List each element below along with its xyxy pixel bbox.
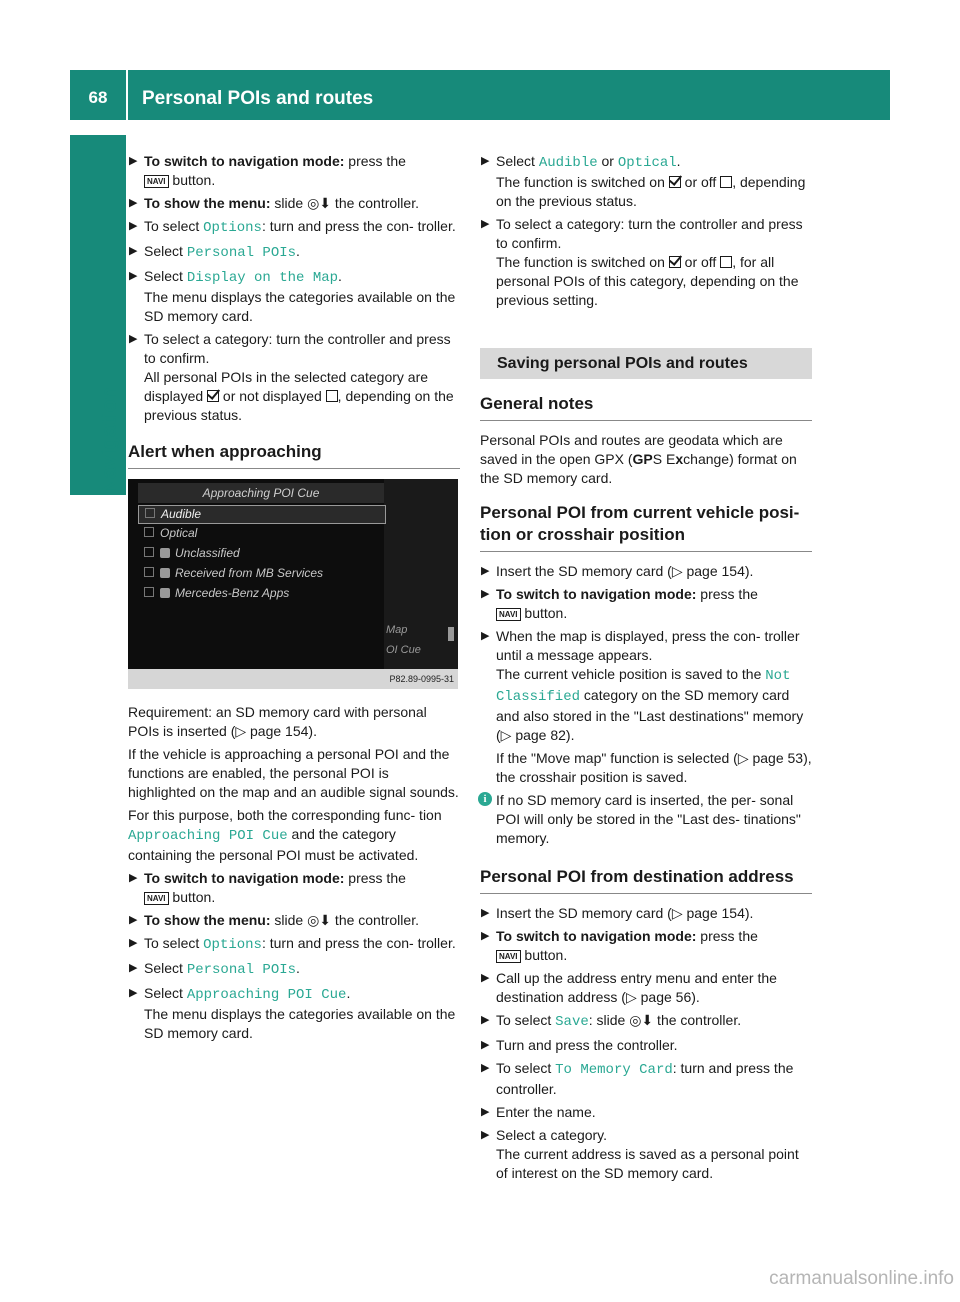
step-text: . [296, 960, 300, 976]
arrow-icon: ▶ [129, 197, 138, 209]
arrow-icon: ▶ [481, 630, 490, 642]
step [480, 1126, 812, 1183]
step-result: The menu displays the categories available on the SD memory card. [144, 1006, 456, 1041]
step-result: The current vehicle position is saved to the [496, 666, 766, 682]
step-result: , depending on the previous status. [496, 174, 806, 209]
step-text: To select [144, 935, 204, 951]
section-label: Navigation [98, 386, 121, 494]
arrow-icon: ▶ [481, 1039, 490, 1051]
step-bold: To switch to navigation mode: [496, 586, 697, 602]
arrow-icon: ▶ [481, 1106, 490, 1118]
step-text: . [296, 243, 300, 259]
paragraph-text: and the category containing the personal POI must be activated. [128, 826, 419, 863]
paragraph-text: change) format on the SD memory card. [480, 451, 797, 486]
info-note [480, 791, 812, 848]
page-number: 68 [88, 88, 108, 107]
menu-item-options: Options [203, 220, 262, 236]
screen-row-label: Received from MB Services [175, 566, 324, 580]
checkbox-on-icon [207, 390, 219, 402]
step-text: Select [144, 243, 187, 259]
step-text: . [346, 985, 351, 1001]
arrow-icon: ▶ [129, 962, 138, 974]
paragraph [480, 431, 812, 488]
step-bold: To switch to navigation mode: [144, 153, 345, 169]
step-text: Insert the SD memory card (▷ page 154). [496, 563, 754, 579]
step-result: All personal POIs in the selected category are displayed [144, 369, 429, 404]
step [128, 869, 460, 907]
screen-right-map: Map [386, 624, 408, 636]
step-result: or off [680, 254, 721, 270]
step [128, 984, 460, 1043]
navi-button-icon: NAVI [144, 892, 169, 905]
arrow-icon: ▶ [129, 937, 138, 949]
step [128, 959, 460, 980]
step [480, 215, 812, 310]
checkbox-off-icon [720, 256, 732, 268]
arrow-icon: ▶ [129, 872, 138, 884]
step-text: or [597, 153, 618, 169]
step [128, 217, 460, 238]
arrow-icon: ▶ [129, 333, 138, 345]
step [128, 330, 460, 425]
step-text: Enter the name. [496, 1104, 596, 1120]
step [128, 934, 460, 955]
paragraph-text: Personal POIs and routes are geodata which are saved in the open GPX ( [480, 432, 783, 467]
step [480, 562, 812, 581]
step-text: : turn and press the controller. [496, 1060, 794, 1097]
screen-row-mb-services [138, 565, 384, 582]
step-result: category on the SD memory card and also stored in the "Last destinations" memory (▷ page 82). [496, 687, 804, 743]
screen-row-unclassified [138, 545, 384, 562]
step [480, 969, 812, 1007]
arrow-icon: ▶ [129, 155, 138, 167]
checkbox-off-icon [326, 390, 338, 402]
step-text: : turn and press the con- troller. [261, 218, 456, 234]
step-text: press the [696, 928, 758, 944]
poi-icon [160, 548, 170, 558]
step [480, 904, 812, 923]
menu-item-personal-pois: Personal POIs [186, 245, 297, 261]
step-text: : turn and press the con- troller. [261, 935, 456, 951]
step [480, 1036, 812, 1055]
step-bold: To show the menu: [144, 912, 271, 928]
menu-item-audible: Audible [538, 155, 598, 171]
step-text: Call up the address entry menu and enter the destination address (▷ page 56). [496, 970, 777, 1005]
step-text: To select [496, 1060, 556, 1076]
step-text: . [338, 268, 342, 284]
paragraph: Requirement: an SD memory card with personal POIs is inserted (▷ page 154). [128, 704, 427, 739]
screen-row-label: Optical [160, 526, 198, 540]
step-result: , depending on the previous status. [144, 388, 454, 423]
arrow-icon: ▶ [481, 565, 490, 577]
step-bold: To show the menu: [144, 195, 271, 211]
step-result: If the "Move map" function is selected (▷ page 53), the crosshair position is saved. [496, 750, 812, 785]
step-text: : slide ◎⬇ the controller. [588, 1012, 742, 1028]
checkbox-icon [144, 587, 154, 597]
step-text: button. [520, 947, 568, 963]
step-result: The current address is saved as a personal point of interest on the SD memory card. [496, 1146, 799, 1181]
arrow-icon: ▶ [481, 907, 490, 919]
heading-current-position: Personal POI from current vehicle posi- tion or crosshair position [480, 502, 812, 552]
header-divider [126, 70, 128, 120]
step-text: slide ◎⬇ the controller. [270, 195, 419, 211]
section-title: Saving personal POIs and routes [480, 348, 812, 379]
right-column [480, 152, 812, 1187]
page-header [70, 70, 890, 120]
heading-alert-when-approaching: Alert when approaching [128, 441, 460, 469]
screen-row-label: Mercedes-Benz Apps [175, 586, 290, 600]
step-text: Select [496, 153, 539, 169]
menu-item-approaching-poi-cue: Approaching POI Cue [128, 828, 288, 844]
menu-item-to-memory-card: To Memory Card [555, 1062, 673, 1078]
step [128, 267, 460, 326]
paragraph-text: S E [652, 451, 676, 467]
screenshot-approaching-poi-cue [128, 479, 458, 689]
screen-title: Approaching POI Cue [138, 483, 384, 503]
step-text: press the [344, 153, 406, 169]
step-text: button. [168, 172, 216, 188]
checkbox-off-icon [720, 176, 732, 188]
step [480, 1011, 812, 1032]
arrow-icon: ▶ [129, 220, 138, 232]
screen-row-mb-apps [138, 585, 384, 602]
image-code: P82.89-0995-31 [128, 669, 458, 689]
step [128, 911, 460, 930]
step-result: The function is switched on [496, 174, 669, 190]
poi-icon [160, 588, 170, 598]
step-text: press the [344, 870, 406, 886]
step-text: To select a category: turn the controller and press to confirm. [144, 331, 451, 366]
arrow-icon: ▶ [481, 1062, 490, 1074]
step-text: Select [144, 268, 187, 284]
step-result: or off [680, 174, 721, 190]
step [480, 152, 812, 211]
step-text: Insert the SD memory card (▷ page 154). [496, 905, 754, 921]
screen-row-label: Unclassified [175, 546, 240, 560]
navi-button-icon: NAVI [496, 950, 521, 963]
arrow-icon: ▶ [129, 245, 138, 257]
step-text: Select [144, 985, 187, 1001]
watermark: carmanualsonline.info [769, 1268, 954, 1289]
step-text: Select [144, 960, 187, 976]
checkbox-icon [144, 567, 154, 577]
arrow-icon: ▶ [481, 930, 490, 942]
paragraph [128, 806, 460, 865]
arrow-icon: ▶ [481, 218, 490, 230]
scroll-indicator [448, 627, 454, 641]
checkbox-icon [144, 527, 154, 537]
step-bold: To switch to navigation mode: [496, 928, 697, 944]
menu-item-display-on-map: Display on the Map [186, 270, 339, 286]
checkbox-on-icon [669, 176, 681, 188]
checkbox-on-icon [669, 256, 681, 268]
step [480, 585, 812, 623]
heading-destination-address: Personal POI from destination address [480, 866, 812, 894]
poi-icon [160, 568, 170, 578]
menu-item-options: Options [203, 937, 262, 953]
checkbox-icon [144, 547, 154, 557]
step-text: button. [520, 605, 568, 621]
step-text: Turn and press the controller. [496, 1037, 678, 1053]
step [480, 1103, 812, 1122]
step [480, 927, 812, 965]
arrow-icon: ▶ [481, 155, 490, 167]
menu-item-approaching-poi-cue: Approaching POI Cue [186, 987, 347, 1003]
step-result: or not displayed [219, 388, 326, 404]
paragraph-text: For this purpose, both the corresponding func- tion [128, 807, 442, 823]
step-bold: To switch to navigation mode: [144, 870, 345, 886]
screen-right-poi-cue: OI Cue [386, 644, 421, 656]
arrow-icon: ▶ [481, 588, 490, 600]
page-title: Personal POIs and routes [142, 88, 374, 109]
step-text: slide ◎⬇ the controller. [270, 912, 419, 928]
step-text: Select a category. [496, 1127, 608, 1143]
arrow-icon: ▶ [481, 1014, 490, 1026]
menu-item-personal-pois: Personal POIs [186, 962, 297, 978]
navi-button-icon: NAVI [144, 175, 169, 188]
arrow-icon: ▶ [129, 987, 138, 999]
menu-item-optical: Optical [617, 155, 677, 171]
info-icon: i [478, 792, 492, 806]
step-text: button. [168, 889, 216, 905]
screen-row-label: Audible [161, 507, 202, 521]
left-column [128, 152, 460, 1047]
step-text: press the [696, 586, 758, 602]
arrow-icon: ▶ [129, 914, 138, 926]
paragraph: If the vehicle is approaching a personal POI and the functions are enabled, the personal POI is highlighted on the map and an audible signal sounds. [128, 746, 459, 800]
paragraph-bold: x [675, 451, 684, 467]
arrow-icon: ▶ [481, 1129, 490, 1141]
step [480, 1059, 812, 1099]
arrow-icon: ▶ [481, 972, 490, 984]
navi-button-icon: NAVI [496, 608, 521, 621]
heading-general-notes: General notes [480, 393, 812, 421]
info-text: If no SD memory card is inserted, the per- sonal POI will only be stored in the "Last des- tinations" memory. [496, 792, 801, 846]
step [128, 152, 460, 190]
step-result: , for all personal POIs of this category, depending on the previous setting. [496, 254, 799, 308]
menu-item-not-classified: Not Classified [496, 668, 791, 705]
screen-row-audible [138, 505, 386, 524]
step [128, 242, 460, 263]
step-text: To select [144, 218, 204, 234]
arrow-icon: ▶ [129, 270, 138, 282]
step-text: When the map is displayed, press the con- troller until a message appears. [496, 628, 800, 663]
screen-row-optical [138, 525, 384, 542]
step [128, 194, 460, 213]
step-text: To select [496, 1012, 556, 1028]
step [480, 627, 812, 787]
step-text: To select a category: turn the controller and press to confirm. [496, 216, 803, 251]
step-result: The function is switched on [496, 254, 669, 270]
menu-item-save: Save [555, 1014, 589, 1030]
step-result: The menu displays the categories available on the SD memory card. [144, 289, 456, 324]
paragraph-bold: GP [632, 451, 653, 467]
checkbox-icon [145, 508, 155, 518]
step-text: . [676, 153, 681, 169]
